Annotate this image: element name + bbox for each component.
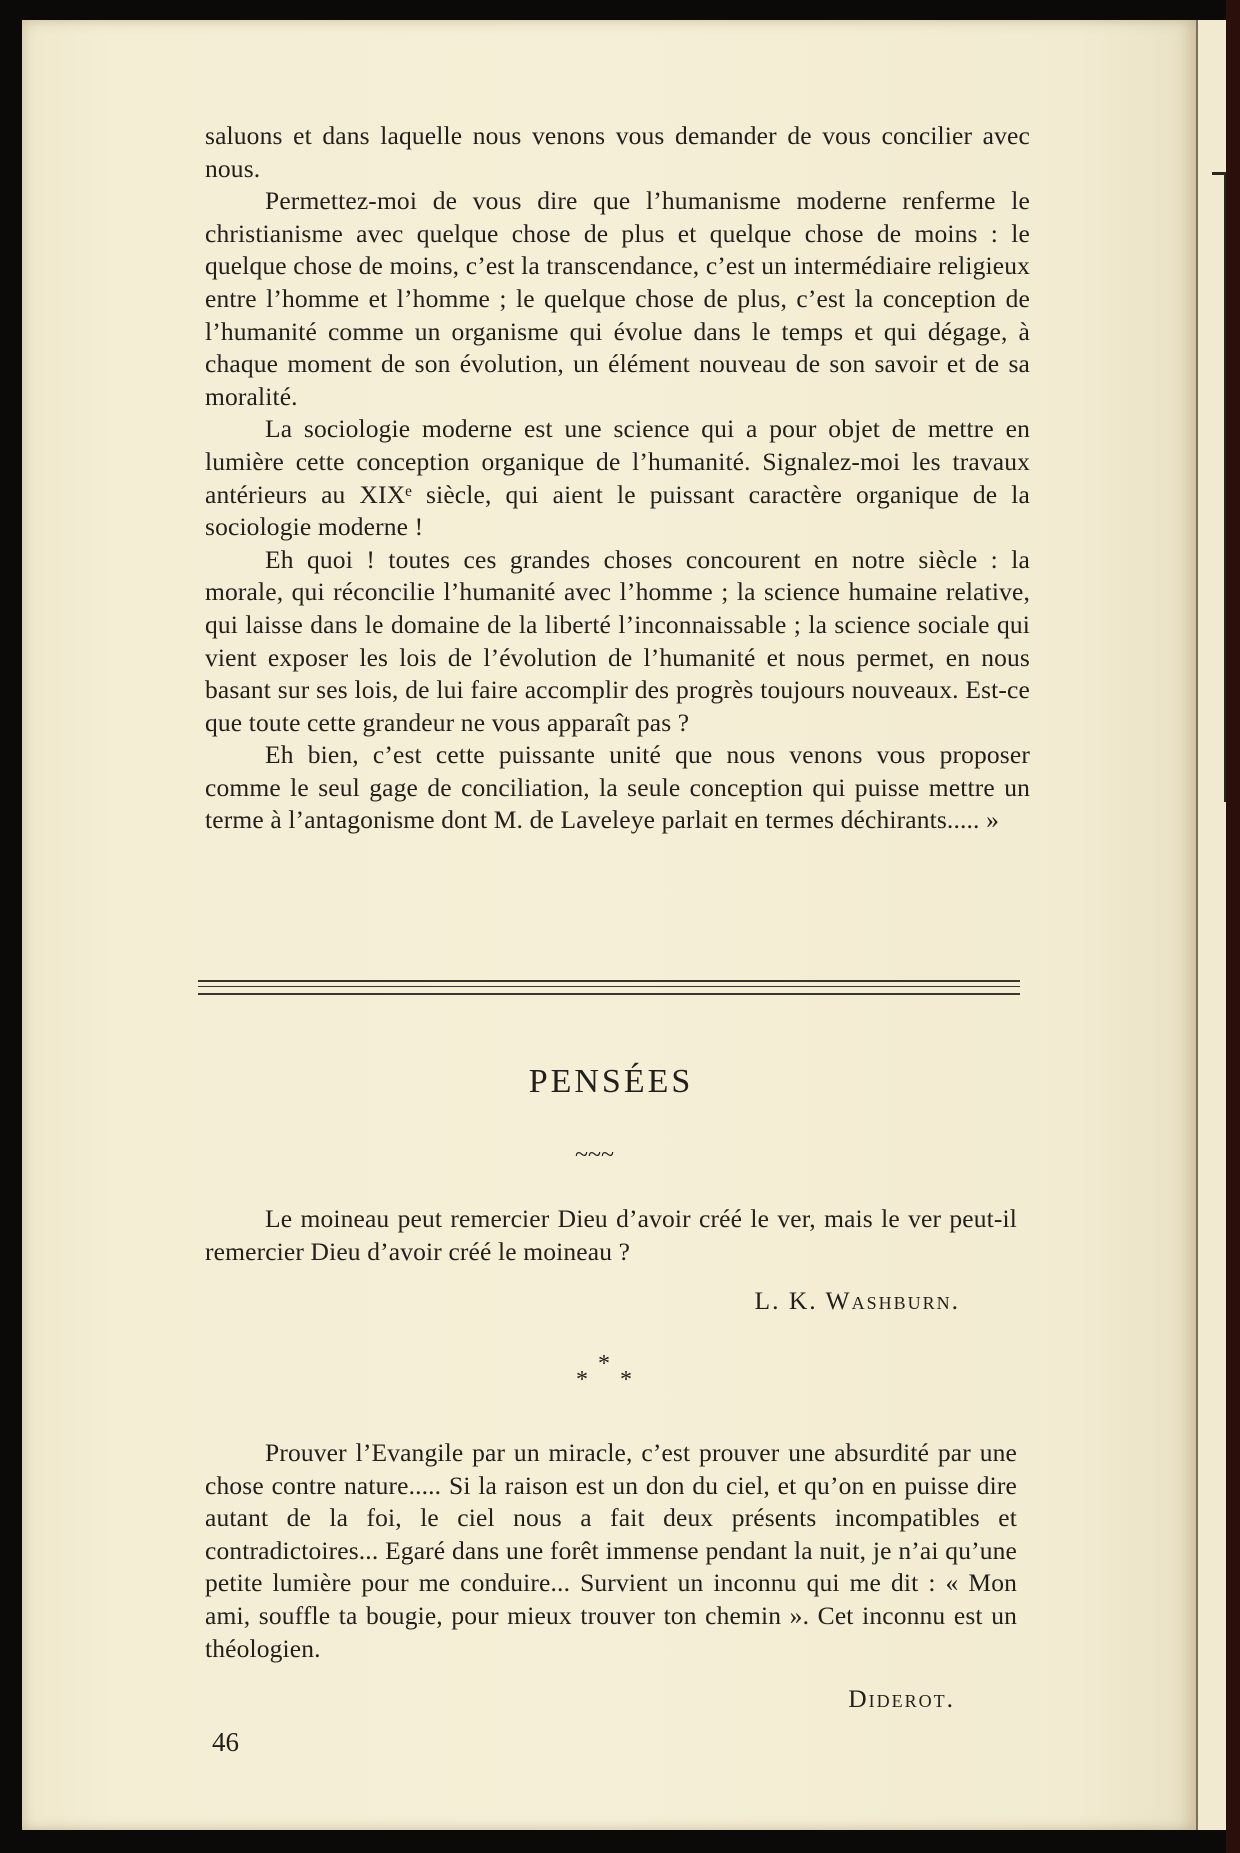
facing-page-edge [1196, 20, 1228, 1830]
paragraph: Eh bien, c’est cette puissante unité que nous venons vous proposer comme le seul gage de conciliation, la seule conception qui puisse mettre un terme à l’antagonisme dont M. de Laveleye parlait en termes déchirants..... » [205, 740, 1030, 835]
page-number: 46 [212, 1727, 239, 1757]
section-rule-middle [198, 986, 1020, 987]
section-rule-top [198, 980, 1020, 982]
paragraph: Permettez-moi de vous dire que l’humanisme moderne renferme le christianisme avec quelque chose de plus et quelque chose de moins : le quelque chose de moins, c’est la transcendance, c’est un intermédiaire religieux entre l’homme et l’homme ; le quelque chose de plus, c’est la conception de l’humanité comme un organisme qui évolue dans le temps et qui dégage, à chaque moment de son évolution, un élément nouveau de son savoir et de sa moralité. [205, 186, 1030, 411]
section-title: PENSÉES [528, 1063, 694, 1100]
title-ornament: ~~~ [575, 1142, 614, 1168]
continued-text [205, 120, 1030, 837]
pensee-author: Diderot. [848, 1684, 955, 1713]
pensee-text: Le moineau peut remercier Dieu d’avoir créé le ver, mais le ver peut-il remercier Dieu d’avoir créé le moineau ? [205, 1204, 1017, 1266]
asterism-separator: * * * [576, 1351, 632, 1393]
pensee-text: Prouver l’Evangile par un miracle, c’est prouver une absurdité par une chose contre nature..... Si la raison est un don du ciel, et qu’on en puisse dire autant de la foi, le ciel nous a fait deux présents incompatibles et contradictoires... Egaré dans une forêt immense pendant la nuit, je n’ai qu’une petite lumière pour me conduire... Survient un inconnu qui me dit : « Mon ami, souffle ta bougie, pour mieux trouver ton chemin ». Cet inconnu est un théologien. [205, 1438, 1017, 1663]
pensee-author: L. K. Washburn. [754, 1286, 960, 1315]
pensee-2 [205, 1437, 1017, 1665]
section-rule-bottom [198, 993, 1020, 995]
binding-edge [1226, 0, 1240, 1853]
paragraph: saluons et dans laquelle nous venons vous demander de vous concilier avec nous. [205, 121, 1030, 183]
pensee-1 [205, 1203, 1017, 1268]
paragraph: La sociologie moderne est une science qui a pour objet de mettre en lumière cette conception organique de l’humanité. Signalez-moi les travaux antérieurs au XIXᵉ siècle, qui aient le puissant caractère organique de la sociologie moderne ! [205, 414, 1030, 542]
paragraph: Eh quoi ! toutes ces grandes choses concourent en notre siècle : la morale, qui réconcilie l’humanité avec l’homme ; la science humaine relative, qui laisse dans le domaine de la liberté l’inconnaissable ; la science sociale qui vient exposer les lois de l’évolution de l’humanité et nous permet, en nous basant sur ses lois, de lui faire accomplir des progrès toujours nouveaux. Est-ce que toute cette grandeur ne vous apparaît pas ? [205, 544, 1030, 737]
